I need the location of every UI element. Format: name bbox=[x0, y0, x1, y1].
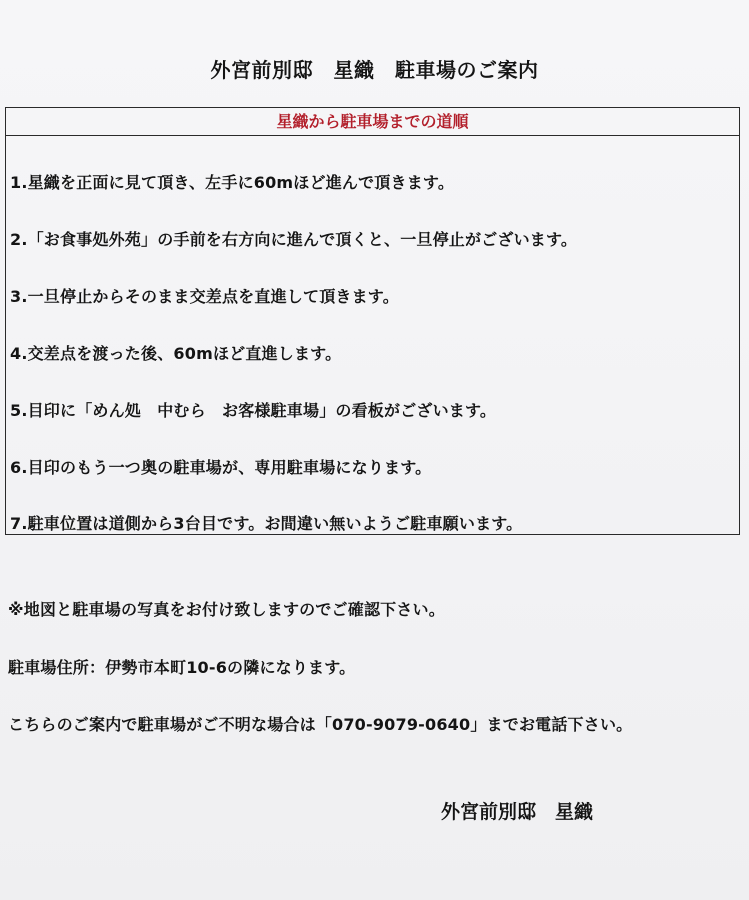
direction-step-6: 6.目印のもう一つ奥の駐車場が、専用駐車場になります。 bbox=[10, 458, 432, 477]
signature-name: 外宮前別邸 星織 bbox=[441, 801, 594, 823]
directions-header: 星織から駐車場までの道順 bbox=[6, 108, 739, 136]
direction-step-1: 1.星織を正面に見て頂き、左手に60mほど進んで頂きます。 bbox=[10, 173, 455, 192]
direction-step-2: 2.「お食事処外苑」の手前を右方向に進んで頂くと、一旦停止がございます。 bbox=[10, 230, 578, 249]
directions-box bbox=[5, 107, 740, 535]
direction-step-3: 3.一旦停止からそのまま交差点を直進して頂きます。 bbox=[10, 287, 399, 306]
note-map-photo: ※地図と駐車場の写真をお付け致しますのでご確認下さい。 bbox=[8, 600, 445, 619]
direction-step-7: 7.駐車位置は道側から3台目です。お間違い無いようご駐車願います。 bbox=[10, 514, 523, 533]
direction-step-5: 5.目印に「めん処 中むら お客様駐車場」の看板がございます。 bbox=[10, 401, 497, 420]
document-title: 外宮前別邸 星織 駐車場のご案内 bbox=[210, 58, 539, 82]
note-phone-contact: こちらのご案内で駐車場がご不明な場合は「070-9079-0640」までお電話下さい。 bbox=[8, 715, 633, 734]
note-parking-address: 駐車場住所：伊勢市本町10-6の隣になります。 bbox=[8, 658, 356, 677]
direction-step-4: 4.交差点を渡った後、60mほど直進します。 bbox=[10, 344, 342, 363]
